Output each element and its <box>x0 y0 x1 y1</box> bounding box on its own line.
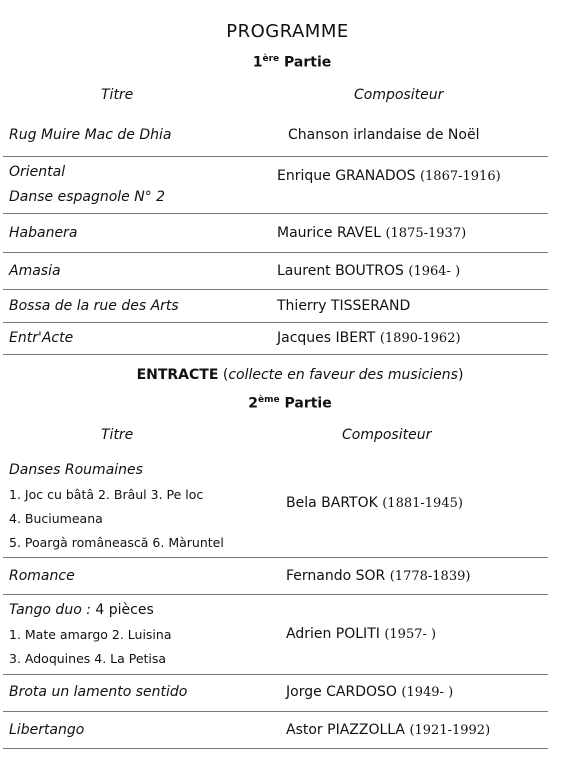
part2-row3-composer: Adrien POLITI (1957- ) <box>286 626 437 642</box>
divider <box>3 594 548 595</box>
part2-row4-composer: Jorge CARDOSO (1949- ) <box>286 684 454 700</box>
part2-row4-title: Brota un lamento sentido <box>9 684 188 700</box>
divider <box>3 252 548 253</box>
part1-row3-composer: Maurice RAVEL (1875-1937) <box>277 225 467 241</box>
divider <box>3 674 548 675</box>
part1-row2-composer: Enrique GRANADOS (1867-1916) <box>277 168 501 184</box>
part2-row1-line1: 1. Joc cu bâtâ 2. Brâul 3. Pe loc <box>9 487 204 502</box>
divider <box>3 213 548 214</box>
part2-row5-composer: Astor PIAZZOLLA (1921-1992) <box>286 722 491 738</box>
part2-row3-title: Tango duo : 4 pièces <box>9 602 154 618</box>
part1-heading: 1ère Partie <box>252 54 332 71</box>
page-title: PROGRAMME <box>226 21 349 42</box>
part2-row2-composer: Fernando SOR (1778-1839) <box>286 568 471 584</box>
divider <box>3 748 548 749</box>
divider <box>3 156 548 157</box>
divider <box>3 289 548 290</box>
part1-col-composer: Compositeur <box>354 87 444 103</box>
part2-row3-line2: 3. Adoquines 4. La Petisa <box>9 651 167 666</box>
entracte-line: ENTRACTE (collecte en faveur des musiciens) <box>136 367 464 383</box>
part2-row1-composer: Bela BARTOK (1881-1945) <box>286 495 463 511</box>
part1-row4-composer: Laurent BOUTROS (1964- ) <box>277 263 461 279</box>
part2-row2-title: Romance <box>9 568 75 584</box>
part2-row1-title: Danses Roumaines <box>9 462 143 478</box>
part1-row5-title: Bossa de la rue des Arts <box>9 298 179 314</box>
part2-col-composer: Compositeur <box>342 427 432 443</box>
part1-row2-title-line2: Danse espagnole N° 2 <box>9 189 166 205</box>
divider <box>3 557 548 558</box>
part1-row3-title: Habanera <box>9 225 78 241</box>
part1-row1-title: Rug Muire Mac de Dhia <box>9 127 172 143</box>
part1-row2-title: Oriental <box>9 164 66 180</box>
divider <box>3 354 548 355</box>
divider <box>3 711 548 712</box>
part1-row5-composer: Thierry TISSERAND <box>277 298 411 314</box>
part1-col-title: Titre <box>101 87 134 103</box>
part2-row1-line2: 4. Buciumeana <box>9 511 103 526</box>
part1-row6-composer: Jacques IBERT (1890-1962) <box>277 330 461 346</box>
part2-row3-line1: 1. Mate amargo 2. Luisina <box>9 627 172 642</box>
part2-row5-title: Libertango <box>9 722 85 738</box>
divider <box>3 322 548 323</box>
part2-heading: 2ème Partie <box>248 395 332 412</box>
part2-col-title: Titre <box>101 427 134 443</box>
part1-row4-title: Amasia <box>9 263 61 279</box>
part2-row1-line3: 5. Poargà românească 6. Màruntel <box>9 535 224 550</box>
part1-row6-title: Entr'Acte <box>9 330 74 346</box>
part1-row1-composer: Chanson irlandaise de Noël <box>288 127 480 143</box>
